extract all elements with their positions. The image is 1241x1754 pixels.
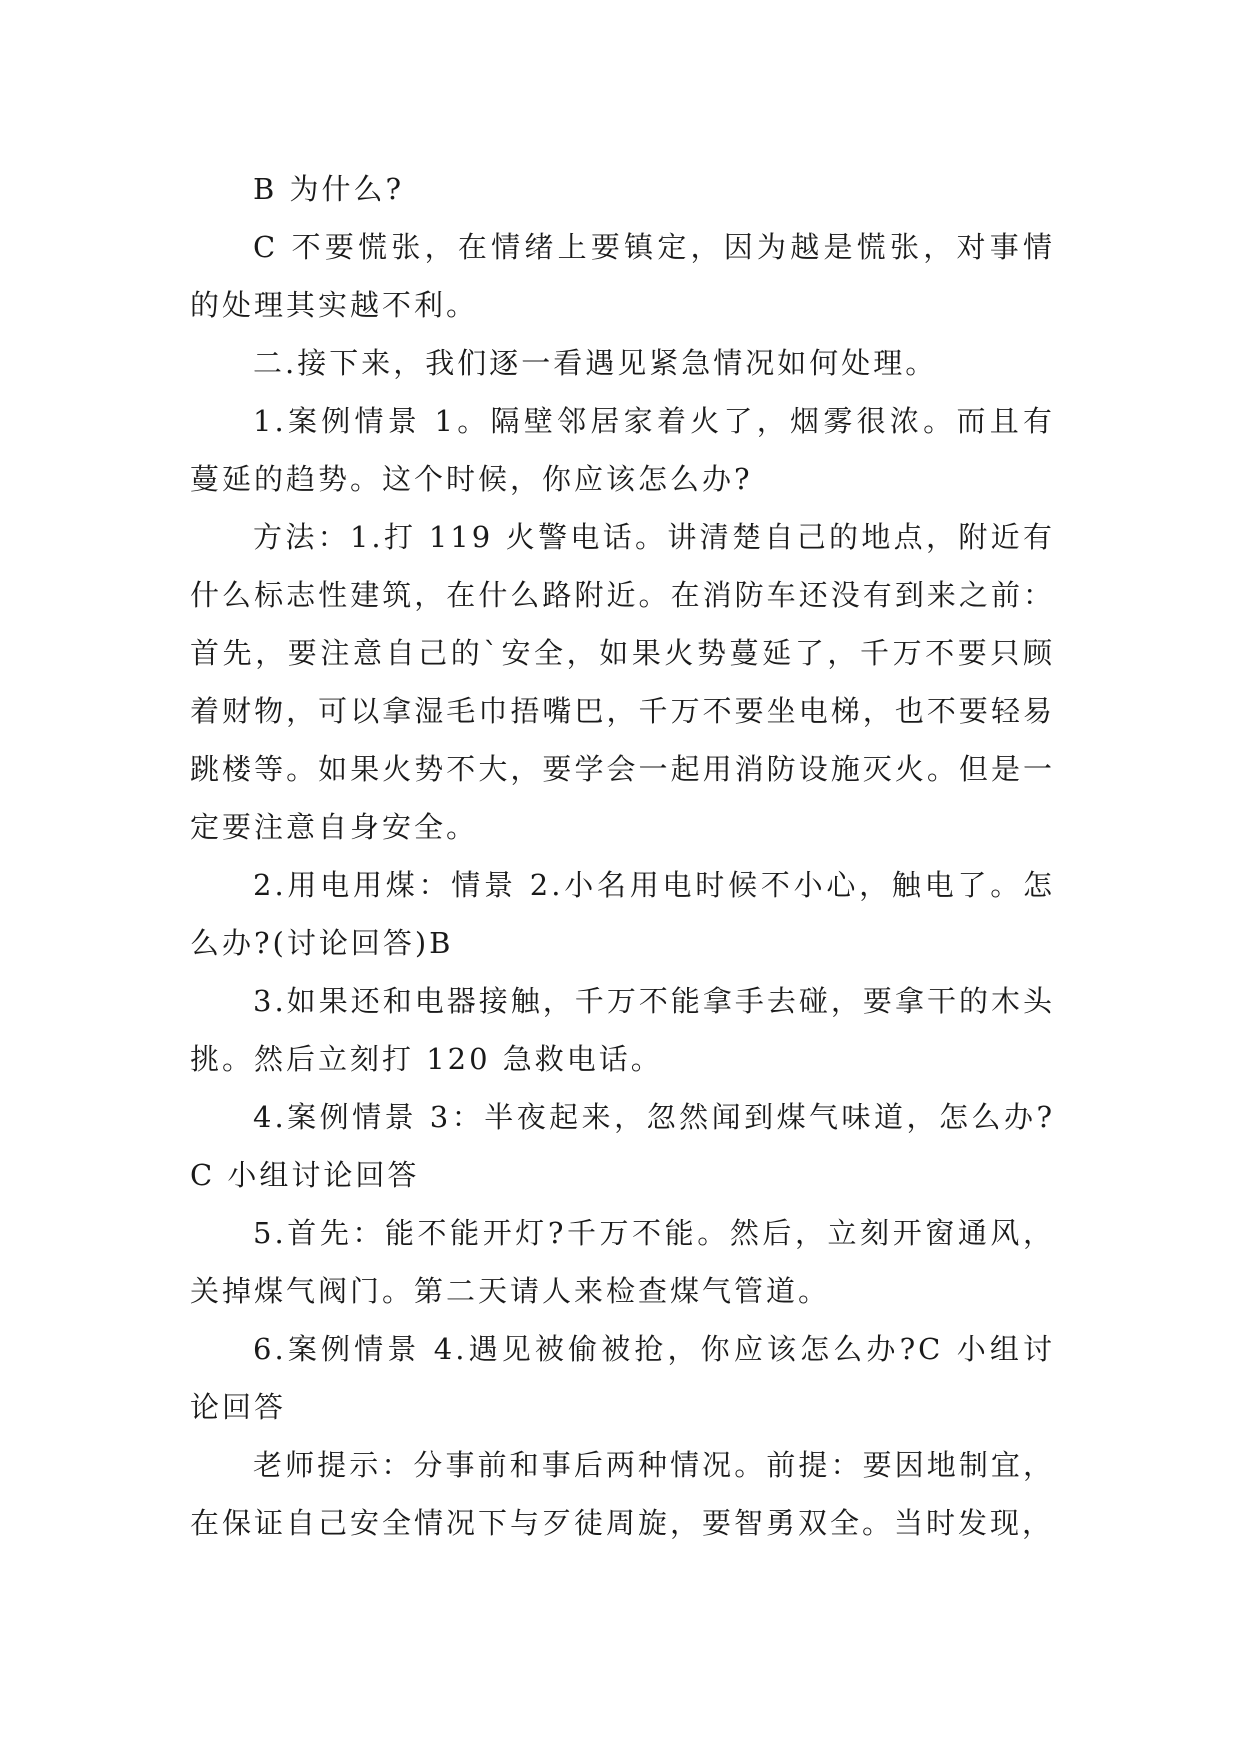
- paragraph-case-3: 4.案例情景 3：半夜起来，忽然闻到煤气味道，怎么办?C 小组讨论回答: [190, 1100, 1055, 1192]
- paragraph-case-1: 1.案例情景 1。隔壁邻居家着火了，烟雾很浓。而且有蔓延的趋势。这个时候，你应该怎么办?: [190, 404, 1055, 496]
- paragraph-method: 方法：1.打 119 火警电话。讲清楚自己的地点，附近有什么标志性建筑，在什么路附近。在消防车还没有到来之前：首先，要注意自己的`安全，如果火势蔓延了，千万不要只顾着财物，可以拿湿毛巾捂嘴巴，千万不要坐电梯，也不要轻易跳楼等。如果火势不大，要学会一起用消防设施灭火。但是一定要注意自身安全。: [190, 520, 1055, 844]
- paragraph-case-2: 2.用电用煤：情景 2.小名用电时候不小心，触电了。怎么办?(讨论回答)B: [190, 868, 1055, 960]
- paragraph-teacher-tip: 老师提示：分事前和事后两种情况。前提：要因地制宜，在保证自己安全情况下与歹徒周旋，要智勇双全。当时发现，: [190, 1448, 1055, 1540]
- paragraph-case-4: 6.案例情景 4.遇见被偷被抢，你应该怎么办?C 小组讨论回答: [190, 1332, 1055, 1424]
- paragraph-c-stay-calm: C 不要慌张，在情绪上要镇定，因为越是慌张，对事情的处理其实越不利。: [190, 230, 1055, 322]
- paragraph-step-3: 3.如果还和电器接触，千万不能拿手去碰，要拿干的木头挑。然后立刻打 120 急救电话。: [190, 984, 1055, 1076]
- document-body: [190, 160, 1055, 1552]
- paragraph-section-two: 二.接下来，我们逐一看遇见紧急情况如何处理。: [253, 346, 938, 380]
- paragraph-step-5: 5.首先：能不能开灯?千万不能。然后，立刻开窗通风，关掉煤气阀门。第二天请人来检查煤气管道。: [190, 1216, 1055, 1308]
- paragraph-b-why: B 为什么?: [253, 172, 405, 206]
